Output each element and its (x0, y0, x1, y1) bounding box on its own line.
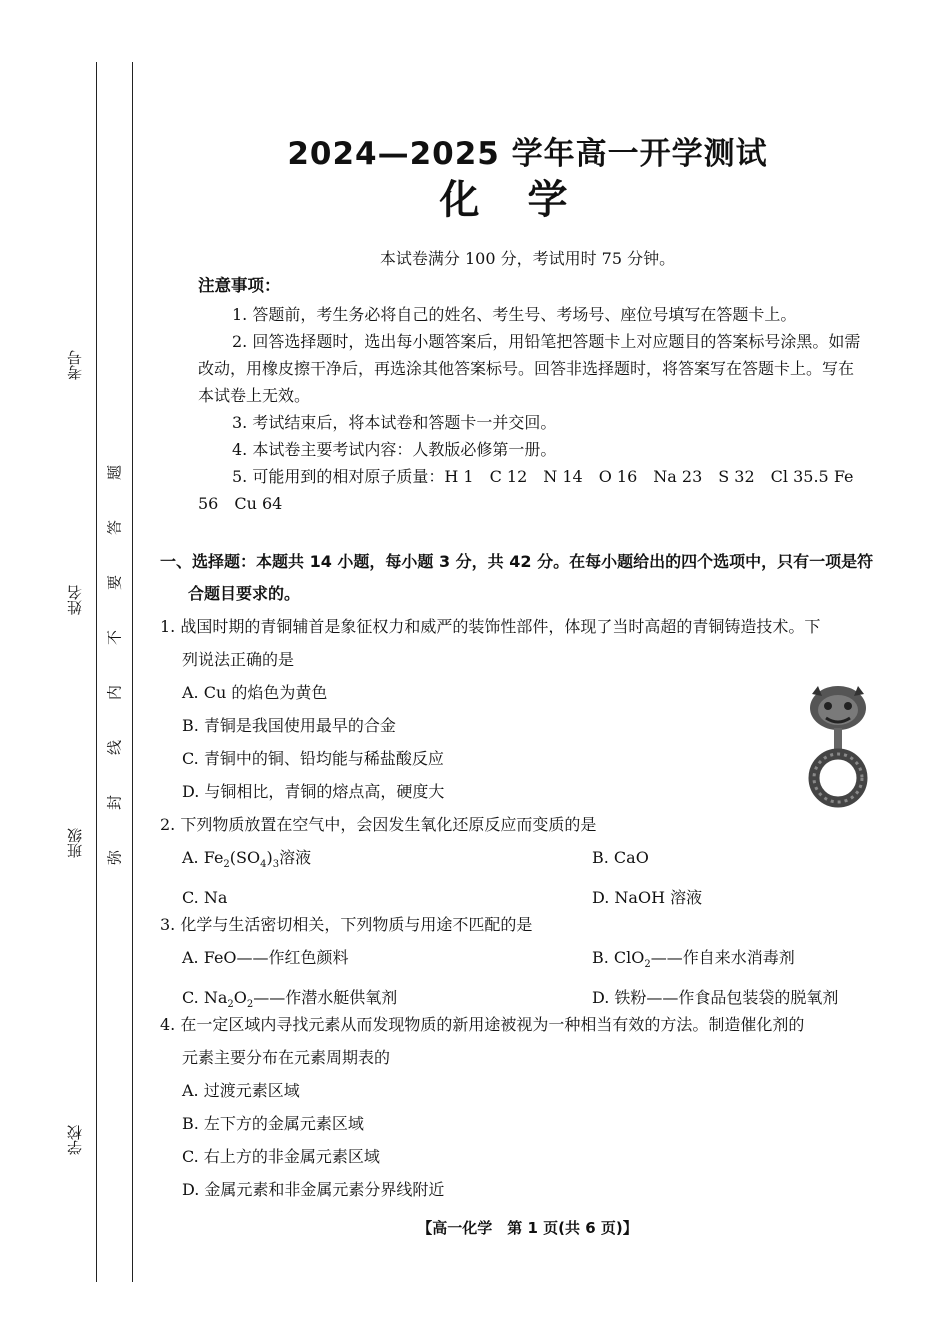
notice-block (198, 272, 863, 517)
notice-item: 2. 回答选择题时，选出每小题答案后，用铅笔把答题卡上对应题目的答案标号涂黑。如需改动，用橡皮擦干净后，再选涂其他答案标号。回答非选择题时，将答案写在答题卡上。写在本试卷上无效。 (198, 332, 861, 405)
seal-char: 题 (105, 465, 124, 481)
exam-subject: 化学 (439, 177, 616, 223)
question-3 (160, 908, 895, 1021)
option-c: C. $Na_2O_2——$作潜水艇供氧剂 (182, 988, 398, 1011)
class-label: 班级 (66, 828, 84, 858)
section-heading-line: 合题目要求的。 (188, 584, 301, 603)
option-d: D. 铁粉——作食品包装袋的脱氧剂 (592, 988, 839, 1008)
question-stem: 元素主要分布在元素周期表的 (182, 1048, 391, 1067)
option-d: D. 金属元素和非金属元素分界线附近 (182, 1180, 445, 1199)
option-a: A. FeO——作红色颜料 (182, 948, 349, 967)
seal-char: 封 (105, 795, 124, 811)
question-stem: 4. 在一定区域内寻找元素从而发现物质的新用途被视为一种相当有效的方法。制造催化剂的 (160, 1015, 805, 1034)
seal-char: 不 (105, 630, 124, 646)
section-heading (160, 546, 895, 610)
class-field[interactable] (58, 828, 98, 908)
binding-margin (0, 0, 150, 1343)
question-stem: 3. 化学与生活密切相关，下列物质与用途不匹配的是 (160, 915, 533, 934)
question-stem: 2. 下列物质放置在空气中，会因发生氧化还原反应而变质的是 (160, 815, 597, 834)
exam-no-label: 考号 (66, 350, 84, 380)
question-stem: 列说法正确的是 (182, 650, 295, 669)
exam-title: 2024—2025 学年高一开学测试 (287, 136, 768, 172)
option-c: C. 青铜中的铜、铅均能与稀盐酸反应 (182, 749, 444, 768)
question-4 (160, 1008, 895, 1206)
seal-char: 弥 (105, 850, 124, 866)
notice-item: 5. 可能用到的相对原子质量：H 1 C 12 N 14 O 16 Na 23 S 32 Cl 35.5 Fe 56 Cu 64 (198, 467, 854, 513)
option-a: A. $Fe_2(SO_4)_3$溶液 (182, 848, 312, 871)
margin-line (132, 62, 133, 1282)
seal-char: 要 (105, 575, 124, 591)
page-footer: 【高一化学 第 1 页(共 6 页)】 (417, 1219, 638, 1237)
name-label: 姓名 (66, 585, 84, 615)
option-d: D. NaOH 溶液 (592, 888, 703, 908)
exam-no-field[interactable] (58, 350, 98, 430)
name-field[interactable] (58, 585, 98, 665)
bronze-knocker-image (806, 684, 870, 808)
school-label: 学校 (66, 1125, 84, 1155)
question-2 (160, 808, 895, 914)
section-heading-line: 一、选择题：本题共 14 小题，每小题 3 分，共 42 分。在每小题给出的四个选项中，只有一项是符 (160, 552, 874, 571)
seal-char: 内 (105, 685, 124, 701)
school-field[interactable] (58, 1125, 98, 1205)
seal-char: 答 (105, 520, 124, 536)
notice-item: 4. 本试卷主要考试内容：人教版必修第一册。 (232, 440, 557, 459)
exam-info: 本试卷满分 100 分，考试用时 75 分钟。 (379, 249, 676, 268)
notice-item: 3. 考试结束后，将本试卷和答题卡一并交回。 (232, 413, 557, 432)
margin-line (96, 62, 97, 1282)
option-a: A. Cu 的焰色为黄色 (182, 683, 328, 702)
notice-item: 1. 答题前，考生务必将自己的姓名、考生号、考场号、座位号填写在答题卡上。 (232, 305, 797, 324)
option-b: B. 左下方的金属元素区域 (182, 1114, 364, 1133)
option-a: A. 过渡元素区域 (182, 1081, 300, 1100)
option-b: B. CaO (592, 848, 649, 867)
option-c: C. Na (182, 888, 228, 908)
seal-line-notice (104, 462, 124, 868)
question-1 (160, 610, 895, 808)
option-b: B. 青铜是我国使用最早的合金 (182, 716, 396, 735)
seal-char: 线 (105, 740, 124, 756)
option-c: C. 右上方的非金属元素区域 (182, 1147, 380, 1166)
option-d: D. 与铜相比，青铜的熔点高，硬度大 (182, 782, 445, 801)
question-stem: 1. 战国时期的青铜辅首是象征权力和威严的装饰性部件，体现了当时高超的青铜铸造技术。下 (160, 617, 821, 636)
notice-title: 注意事项： (198, 276, 281, 295)
option-b: B. ClO$_2$——作自来水消毒剂 (592, 948, 795, 971)
